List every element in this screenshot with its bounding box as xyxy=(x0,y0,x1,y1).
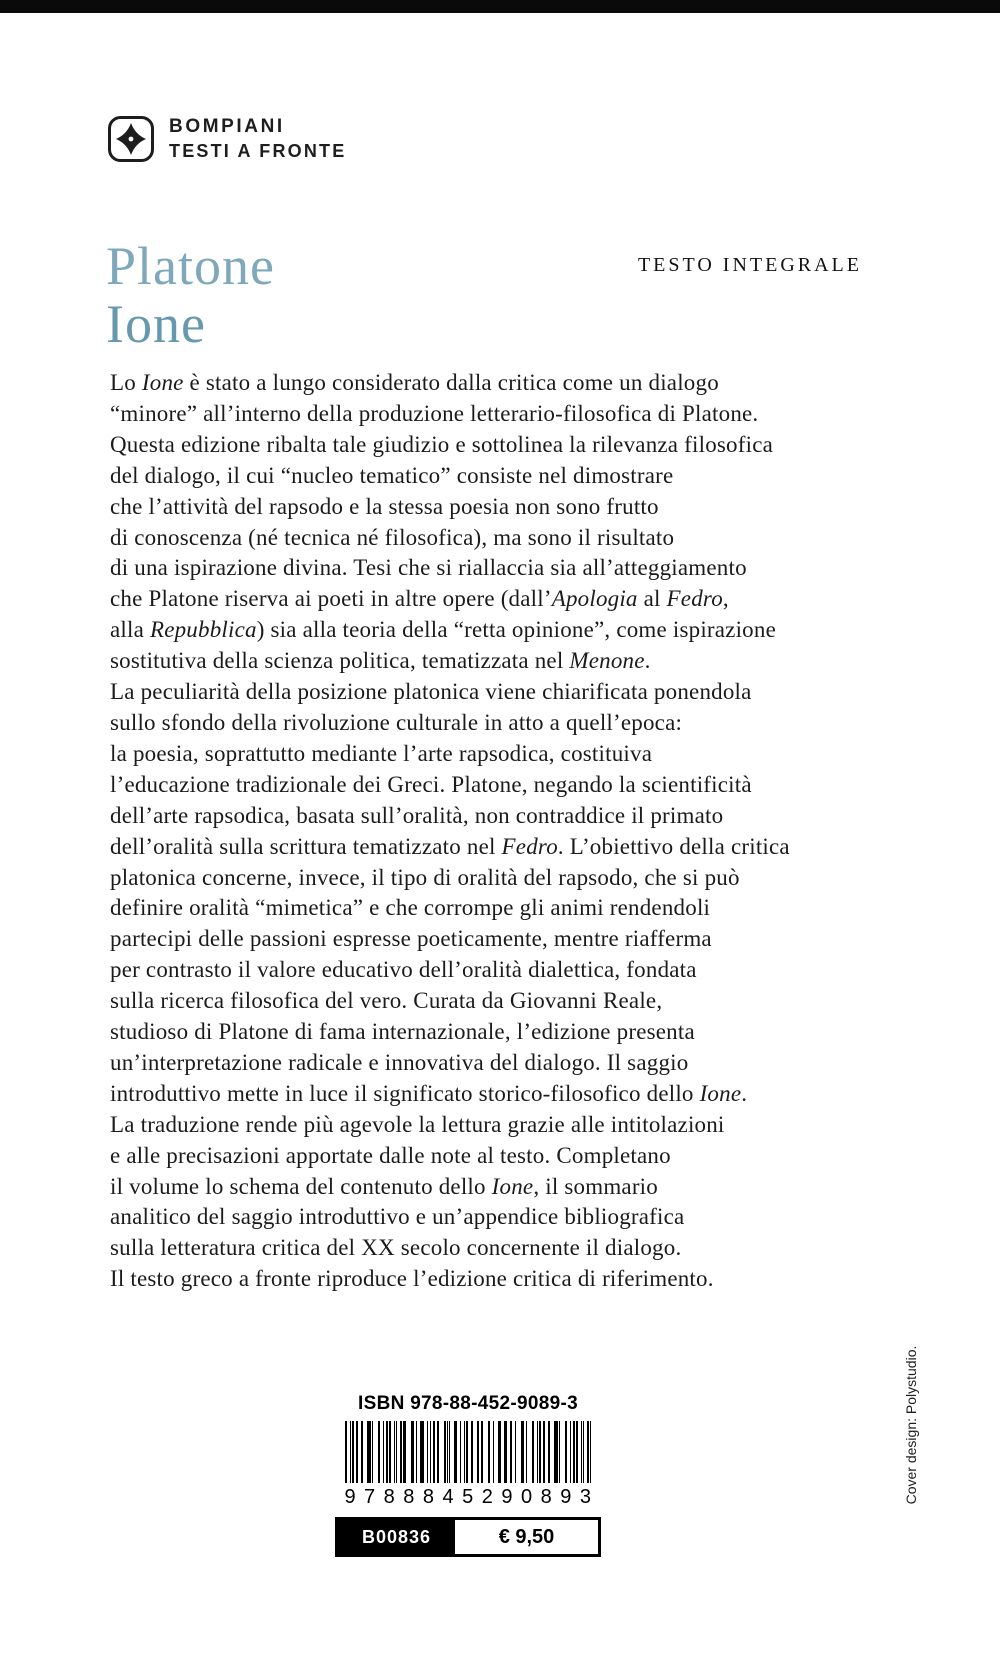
series-name: TESTI A FRONTE xyxy=(169,141,347,161)
barcode-panel xyxy=(335,1393,601,1557)
publisher-wordmark xyxy=(169,114,346,164)
blurb-line: un’interpretazione radicale e innovativa del dialogo. Il saggio xyxy=(110,1049,689,1075)
bompiani-flower-icon xyxy=(107,115,155,163)
blurb-line: l’educazione tradizionale dei Greci. Platone, negando la scientificità xyxy=(110,771,752,797)
catalog-code: B00836 xyxy=(338,1520,455,1554)
blurb-line: che l’attività del rapsodo e la stessa poesia non sono frutto xyxy=(110,493,659,519)
blurb-line: studioso di Platone di fama internazionale, l’edizione presenta xyxy=(110,1019,695,1045)
author-name: Platone xyxy=(106,236,275,296)
blurb-line: sostitutiva della scienza politica, tematizzata nel Menone. xyxy=(110,648,651,674)
barcode-digits: 9788845290893 xyxy=(344,1486,600,1508)
blurb-line: il volume lo schema del contenuto dello Ione, il sommario xyxy=(110,1173,658,1199)
blurb-line: partecipi delle passioni espresse poeticamente, mentre riafferma xyxy=(110,926,712,952)
publisher-name: BOMPIANI xyxy=(169,116,285,137)
blurb-line: sulla letteratura critica del XX secolo concernente il dialogo. xyxy=(110,1235,682,1261)
cover-design-credit: Cover design: Polystudio. xyxy=(903,1345,919,1505)
blurb-line: sullo sfondo della rivoluzione culturale in atto a quell’epoca: xyxy=(110,709,683,735)
blurb-line: Questa edizione ribalta tale giudizio e sottolinea la rilevanza filosofica xyxy=(110,431,774,457)
blurb-line: dell’arte rapsodica, basata sull’oralità, non contraddice il primato xyxy=(110,802,724,828)
blurb-line: sulla ricerca filosofica del vero. Curata da Giovanni Reale, xyxy=(110,988,663,1014)
isbn-label: ISBN 978-88-452-9089-3 xyxy=(358,1393,578,1414)
blurb-line: del dialogo, il cui “nucleo tematico” consiste nel dimostrare xyxy=(110,462,674,488)
blurb-line: Il testo greco a fronte riproduce l’edizione critica di riferimento. xyxy=(110,1266,714,1292)
blurb-line: di una ispirazione divina. Tesi che si riallaccia sia all’atteggiamento xyxy=(110,555,747,581)
blurb-text xyxy=(110,368,790,1295)
blurb-line: introduttivo mette in luce il significato storico-filosofico dello Ione. xyxy=(110,1080,748,1106)
blurb-line: analitico del saggio introduttivo e un’appendice bibliografica xyxy=(110,1204,685,1230)
blurb-line: alla Repubblica) sia alla teoria della “retta opinione”, come ispirazione xyxy=(110,617,776,643)
blurb-line: per contrasto il valore educativo dell’oralità dialettica, fondata xyxy=(110,957,697,983)
barcode-bars xyxy=(345,1421,591,1483)
publisher-brand xyxy=(107,114,346,164)
blurb-line: che Platone riserva ai poeti in altre opere (dall’Apologia al Fedro, xyxy=(110,586,729,612)
blurb-line: Lo Ione è stato a lungo considerato dalla critica come un dialogo xyxy=(110,370,719,395)
blurb-line: “minore” all’interno della produzione letterario-filosofica di Platone. xyxy=(110,400,759,426)
blurb-line: e alle precisazioni apportate dalle note al testo. Completano xyxy=(110,1142,671,1168)
top-edge-bar xyxy=(0,0,1000,13)
price-label: € 9,50 xyxy=(455,1520,598,1554)
blurb-line: la poesia, soprattutto mediante l’arte rapsodica, costituiva xyxy=(110,740,653,766)
blurb-line: definire oralità “mimetica” e che corrompe gli animi rendendoli xyxy=(110,895,711,921)
blurb-line: La peculiarità della posizione platonica viene chiarificata ponendola xyxy=(110,679,752,705)
blurb-line: dell’oralità sulla scrittura tematizzato nel Fedro. L’obiettivo della critica xyxy=(110,833,790,859)
price-strip xyxy=(335,1517,601,1557)
blurb-line: di conoscenza (né tecnica né filosofica), ma sono il risultato xyxy=(110,524,675,550)
blurb-line: platonica concerne, invece, il tipo di oralità del rapsodo, che si può xyxy=(110,864,740,890)
edition-note: TESTO INTEGRALE xyxy=(637,254,862,276)
blurb-line: La traduzione rende più agevole la lettura grazie alle intitolazioni xyxy=(110,1111,725,1137)
book-title: Ione xyxy=(106,294,206,354)
